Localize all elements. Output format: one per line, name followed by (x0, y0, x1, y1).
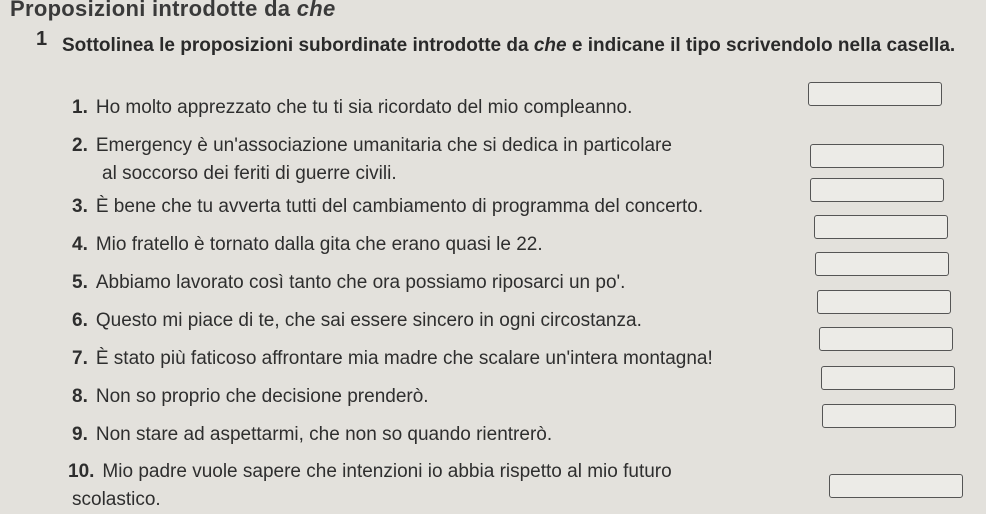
answer-box-3[interactable] (810, 178, 944, 202)
item-sentence[interactable]: Non so proprio che decisione prenderò. (95, 386, 429, 407)
item-number: 6. (72, 310, 88, 331)
item-sentence-continuation[interactable]: al soccorso dei feriti di guerre civili. (102, 163, 397, 184)
item-sentence[interactable]: Questo mi piace di te, che sai essere sincero in ogni circostanza. (95, 310, 642, 331)
item-number: 7. (72, 348, 88, 369)
item-number: 4. (72, 234, 88, 255)
item-sentence[interactable]: Mio fratello è tornato dalla gita che erano quasi le 22. (95, 234, 543, 255)
item-number: 5. (72, 272, 88, 293)
item-sentence[interactable]: Abbiamo lavorato così tanto che ora possiamo riposarci un po'. (95, 272, 626, 293)
item-number: 3. (72, 196, 88, 217)
answer-box-1[interactable] (808, 82, 942, 106)
item-number: 8. (72, 386, 88, 407)
instruction-text: Sottolinea le proposizioni subordinate introdotte da (62, 35, 534, 56)
answer-box-10[interactable] (829, 474, 963, 498)
item-sentence[interactable]: Mio padre vuole sapere che intenzioni io abbia rispetto al mio futuro (102, 461, 672, 482)
answer-box-2[interactable] (810, 144, 944, 168)
exercise-item-2 (72, 132, 672, 188)
exercise-item-6 (72, 307, 642, 335)
answer-box-7[interactable] (819, 327, 953, 351)
exercise-item-1 (72, 94, 632, 122)
item-sentence[interactable]: È bene che tu avverta tutti del cambiamento di programma del concerto. (95, 196, 704, 217)
answer-box-8[interactable] (821, 366, 955, 390)
exercise-item-3 (72, 193, 703, 221)
instruction-text-end: e indicane il tipo scrivendolo nella casella. (566, 35, 956, 56)
item-sentence[interactable]: Non stare ad aspettarmi, che non so quando rientrerò. (95, 424, 553, 445)
page-title (10, 0, 336, 22)
item-sentence-continuation[interactable]: scolastico. (72, 489, 161, 510)
exercise-number: 1 (36, 28, 48, 50)
exercise-item-4 (72, 231, 543, 259)
answer-box-5[interactable] (815, 252, 949, 276)
item-number: 1. (72, 97, 88, 118)
exercise-item-8 (72, 383, 429, 411)
exercise-instruction (62, 28, 962, 63)
item-number: 2. (72, 135, 88, 156)
answer-box-6[interactable] (817, 290, 951, 314)
instruction-emphasis: che (533, 35, 567, 56)
title-emphasis: che (296, 0, 336, 21)
item-number: 10. (68, 461, 95, 482)
exercise-item-9 (72, 421, 552, 449)
item-number: 9. (72, 424, 88, 445)
exercise-item-5 (72, 269, 625, 297)
item-sentence[interactable]: Emergency è un'associazione umanitaria che si dedica in particolare (95, 135, 672, 156)
title-text: Proposizioni introdotte da (10, 0, 297, 21)
item-sentence[interactable]: È stato più faticoso affrontare mia madre che scalare un'intera montagna! (95, 348, 713, 369)
exercise-item-7 (72, 345, 713, 373)
answer-box-9[interactable] (822, 404, 956, 428)
item-sentence[interactable]: Ho molto apprezzato che tu ti sia ricordato del mio compleanno. (95, 97, 633, 118)
answer-box-4[interactable] (814, 215, 948, 239)
